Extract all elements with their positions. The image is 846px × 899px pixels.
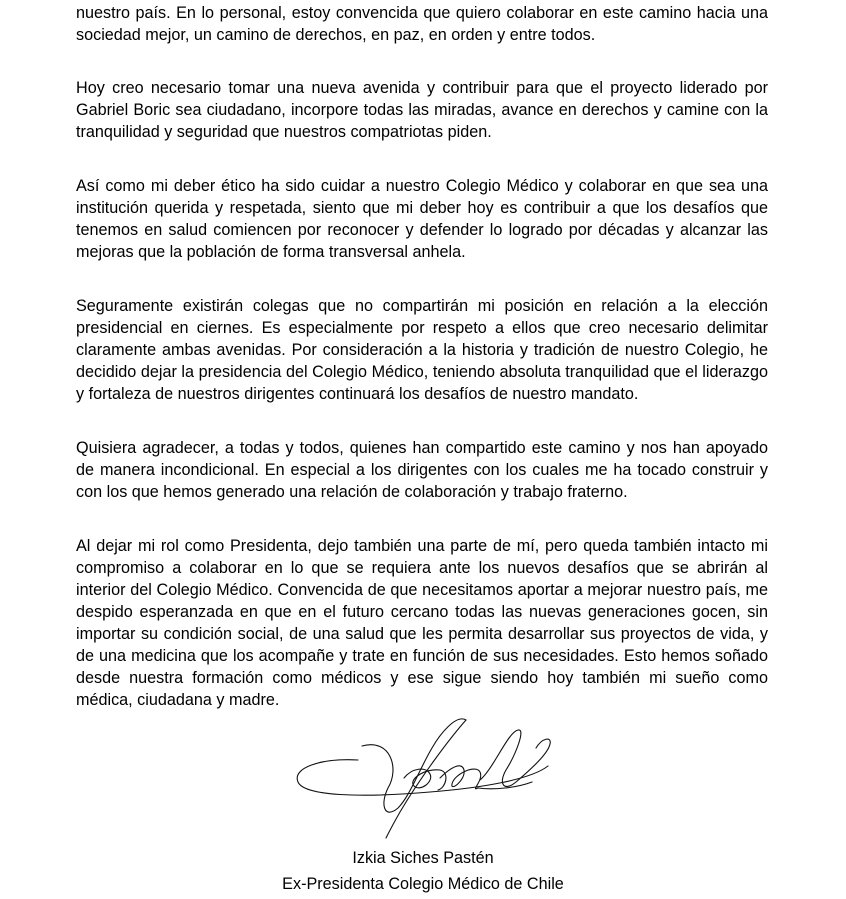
paragraph-5: Quisiera agradecer, a todas y todos, quienes han compartido este camino y nos han apoyado de manera incondicional. En especial a los dirigentes con los cuales me ha tocado construir y con los que hemos generado una relación de colaboración y trabajo fraterno.: [76, 439, 768, 501]
paragraph-2: Hoy creo necesario tomar una nueva avenida y contribuir para que el proyecto liderado por Gabriel Boric sea ciudadano, incorpore todas las miradas, avance en derechos y camine con la tranquilidad y seguridad que nuestros compatriotas piden.: [76, 79, 768, 141]
paragraph-4: Seguramente existirán colegas que no compartirán mi posición en relación a la elección presidencial en ciernes. Es especialmente por respeto a ellos que creo necesario delimitar claramente ambas avenidas. Por consideración a la historia y tradición de nuestro Colegio, he decidido dejar la presidencia del Colegio Médico, teniendo absoluta tranquilidad que el liderazgo y fortaleza de nuestros dirigentes continuará los desafíos de nuestro mandato.: [76, 297, 768, 403]
handwritten-signature: [280, 708, 570, 843]
paragraph-6: Al dejar mi rol como Presidenta, dejo también una parte de mí, pero queda también intacto mi compromiso a colaborar en lo que se requiera ante los nuevos desafíos que se abrirán al interior del Colegio Médico. Convencida de que necesitamos aportar a mejorar nuestro país, me despido esperanzada en que en el futuro cercano todas las nuevas generaciones gocen, sin importar su condición social, de una salud que les permita desarrollar sus proyectos de vida, y de una medicina que los acompañe y trate en función de sus necesidades. Esto hemos soñado desde nuestra formación como médicos y ese sigue siendo hoy también mi sueño como médica, ciudadana y madre.: [76, 537, 768, 709]
signatory-title: Ex-Presidenta Colegio Médico de Chile: [282, 875, 564, 893]
paragraph-3: Así como mi deber ético ha sido cuidar a nuestro Colegio Médico y colaborar en que sea una institución querida y respetada, siento que mi deber hoy es contribuir a que los desafíos que tenemos en salud comiencen por reconocer y defender lo logrado por décadas y alcanzar las mejoras que la población de forma transversal anhela.: [76, 177, 768, 261]
paragraph-1: nuestro país. En lo personal, estoy convencida que quiero colaborar en este camino hacia una sociedad mejor, un camino de derechos, en paz, en orden y entre todos.: [76, 4, 768, 44]
signatory-name: Izkia Siches Pastén: [352, 849, 494, 867]
